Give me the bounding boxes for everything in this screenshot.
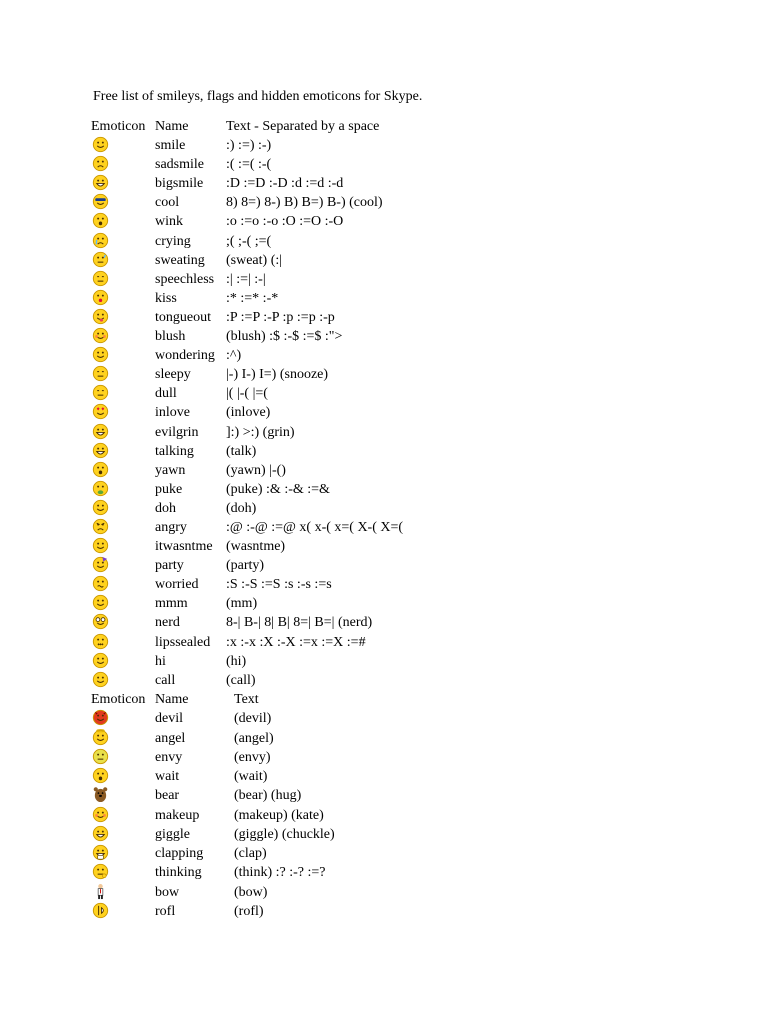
emoticon-text: (devil) xyxy=(234,711,272,727)
emoticon-text: (inlove) xyxy=(226,405,271,421)
crying-icon xyxy=(92,232,109,249)
emoticon-text: (call) xyxy=(226,672,256,688)
envy-icon xyxy=(92,748,109,765)
emoticon-text: (wasntme) xyxy=(226,539,286,555)
emoticon-text: (makeup) (kate) xyxy=(234,807,324,823)
evilgrin-icon xyxy=(92,423,109,440)
emoticon-name: worried xyxy=(155,577,199,593)
worried-icon xyxy=(92,575,109,592)
header-text: Text - Separated by a space xyxy=(226,119,380,134)
emoticon-text: (sweat) (:| xyxy=(226,252,283,268)
inlove-icon xyxy=(92,403,109,420)
emoticon-text: :| :=| :-| xyxy=(226,271,266,287)
emoticon-name: yawn xyxy=(155,462,186,478)
smile-icon xyxy=(92,136,109,153)
emoticon-text: (hi) xyxy=(226,653,247,669)
emoticon-text: :o :=o :-o :O :=O :-O xyxy=(226,214,344,230)
lipssealed-icon xyxy=(92,633,109,650)
emoticon-text: :^) xyxy=(226,348,242,364)
hi-icon xyxy=(92,652,109,669)
angry-icon xyxy=(92,518,109,535)
wondering-icon xyxy=(92,346,109,363)
emoticon-text: (envy) xyxy=(234,749,271,765)
bow-icon xyxy=(92,883,109,900)
emoticon-name: giggle xyxy=(155,826,190,842)
emoticon-name: wait xyxy=(155,769,180,784)
emoticon-name: envy xyxy=(155,749,183,765)
angel-icon xyxy=(92,729,109,746)
emoticon-name: lipssealed xyxy=(155,634,211,650)
doh-icon xyxy=(92,499,109,516)
emoticon-name: dull xyxy=(155,386,177,402)
giggle-icon xyxy=(92,825,109,842)
header-name: Name xyxy=(155,692,189,707)
blush-icon xyxy=(92,327,109,344)
emoticon-text: :@ :-@ :=@ x( x-( x=( X-( X=( xyxy=(226,519,404,535)
header-emoticon: Emoticon xyxy=(91,119,146,134)
emoticon-text: (rofl) xyxy=(234,903,264,919)
makeup-icon xyxy=(92,806,109,823)
emoticon-text: (bow) xyxy=(234,884,268,900)
cool-icon xyxy=(92,193,109,210)
yawn-icon xyxy=(92,461,109,478)
emoticon-text: (puke) :& :-& :=& xyxy=(226,481,330,497)
emoticon-name: doh xyxy=(155,500,176,516)
emoticon-name: itwasntme xyxy=(155,539,213,555)
emoticon-name: sadsmile xyxy=(155,157,204,173)
header-emoticon: Emoticon xyxy=(91,692,146,707)
emoticon-text: :P :=P :-P :p :=p :-p xyxy=(226,309,335,325)
emoticon-text: 8) 8=) 8-) B) B=) B-) (cool) xyxy=(226,195,383,211)
dull-icon xyxy=(92,384,109,401)
emoticon-name: kiss xyxy=(155,290,177,306)
emoticon-name: call xyxy=(155,672,176,688)
emoticon-text: (bear) (hug) xyxy=(234,788,302,804)
emoticon-name: party xyxy=(155,558,184,574)
emoticon-name: evilgrin xyxy=(155,424,199,440)
emoticon-name: sweating xyxy=(155,252,205,268)
emoticon-name: cool xyxy=(155,195,180,211)
emoticon-name: mmm xyxy=(155,596,188,612)
emoticon-text: :x :-x :X :-X :=x :=X :=# xyxy=(226,634,366,650)
emoticon-name: thinking xyxy=(155,865,202,881)
emoticon-name: bear xyxy=(155,788,180,804)
emoticon-text: (think) :? :-? :=? xyxy=(234,865,326,881)
emoticon-text: (giggle) (chuckle) xyxy=(234,826,335,842)
tongueout-icon xyxy=(92,308,109,325)
emoticon-text: |( |-( |=( xyxy=(226,386,268,402)
emoticon-name: clapping xyxy=(155,846,204,861)
wink-icon xyxy=(92,212,109,229)
kiss-icon xyxy=(92,289,109,306)
emoticon-text: |-) I-) I=) (snooze) xyxy=(226,367,329,383)
emoticon-name: sleepy xyxy=(155,367,191,383)
emoticon-text: (angel) xyxy=(234,730,274,746)
emoticon-name: inlove xyxy=(155,405,190,421)
emoticon-name: crying xyxy=(155,233,191,249)
emoticon-name: speechless xyxy=(155,271,215,287)
emoticon-text: (party) xyxy=(226,558,265,574)
talking-icon xyxy=(92,442,109,459)
sadsmile-icon xyxy=(92,155,109,172)
emoticon-text: ;( ;-( ;=( xyxy=(226,233,272,249)
emoticon-text: 8-| B-| 8| B| 8=| B=| (nerd) xyxy=(226,615,373,631)
sleepy-icon xyxy=(92,365,109,382)
emoticon-name: wink xyxy=(155,214,183,230)
speechless-icon xyxy=(92,270,109,287)
emoticon-text: (clap) xyxy=(234,846,267,861)
page-title: Free list of smileys, flags and hidden emoticons for Skype. xyxy=(93,89,423,104)
clapping-icon xyxy=(92,844,109,861)
emoticon-text: :D :=D :-D :d :=d :-d xyxy=(226,176,344,192)
emoticon-text: (yawn) |-() xyxy=(226,462,286,478)
emoticon-text: (talk) xyxy=(226,443,257,459)
emoticon-name: rofl xyxy=(155,903,176,919)
emoticon-name: tongueout xyxy=(155,309,211,325)
emoticon-name: bow xyxy=(155,884,180,900)
emoticon-name: angry xyxy=(155,519,187,535)
emoticon-name: angel xyxy=(155,730,186,746)
emoticon-text: :S :-S :=S :s :-s :=s xyxy=(226,577,332,593)
emoticon-name: devil xyxy=(155,711,183,727)
bigsmile-icon xyxy=(92,174,109,191)
emoticon-name: bigsmile xyxy=(155,176,204,192)
emoticon-text: (doh) xyxy=(226,500,257,516)
sweating-icon xyxy=(92,251,109,268)
emoticon-name: nerd xyxy=(155,615,180,631)
devil-icon xyxy=(92,709,109,726)
emoticon-text: :* :=* :-* xyxy=(226,290,279,306)
header-name: Name xyxy=(155,119,189,134)
emoticon-text: (blush) :$ :-$ :=$ :"> xyxy=(226,329,343,345)
emoticon-text: ]:) >:) (grin) xyxy=(226,424,295,440)
emoticon-name: blush xyxy=(155,329,186,345)
emoticon-name: makeup xyxy=(155,807,200,823)
emoticon-name: puke xyxy=(155,481,183,497)
emoticon-name: talking xyxy=(155,443,194,459)
emoticon-name: hi xyxy=(155,653,166,669)
rofl-icon xyxy=(92,902,109,919)
emoticon-text: (wait) xyxy=(234,769,268,784)
mmm-icon xyxy=(92,594,109,611)
emoticon-text: :) :=) :-) xyxy=(226,138,272,154)
puke-icon xyxy=(92,480,109,497)
wait-icon xyxy=(92,767,109,784)
emoticon-name: smile xyxy=(155,138,186,154)
emoticon-text: (mm) xyxy=(226,596,258,612)
party-icon xyxy=(92,556,109,573)
header-text: Text xyxy=(234,692,259,707)
call-icon xyxy=(92,671,109,688)
itwasntme-icon xyxy=(92,537,109,554)
emoticon-text: :( :=( :-( xyxy=(226,157,272,173)
bear-icon xyxy=(92,786,109,803)
nerd-icon xyxy=(92,613,109,630)
thinking-icon xyxy=(92,863,109,880)
emoticon-name: wondering xyxy=(155,348,215,364)
